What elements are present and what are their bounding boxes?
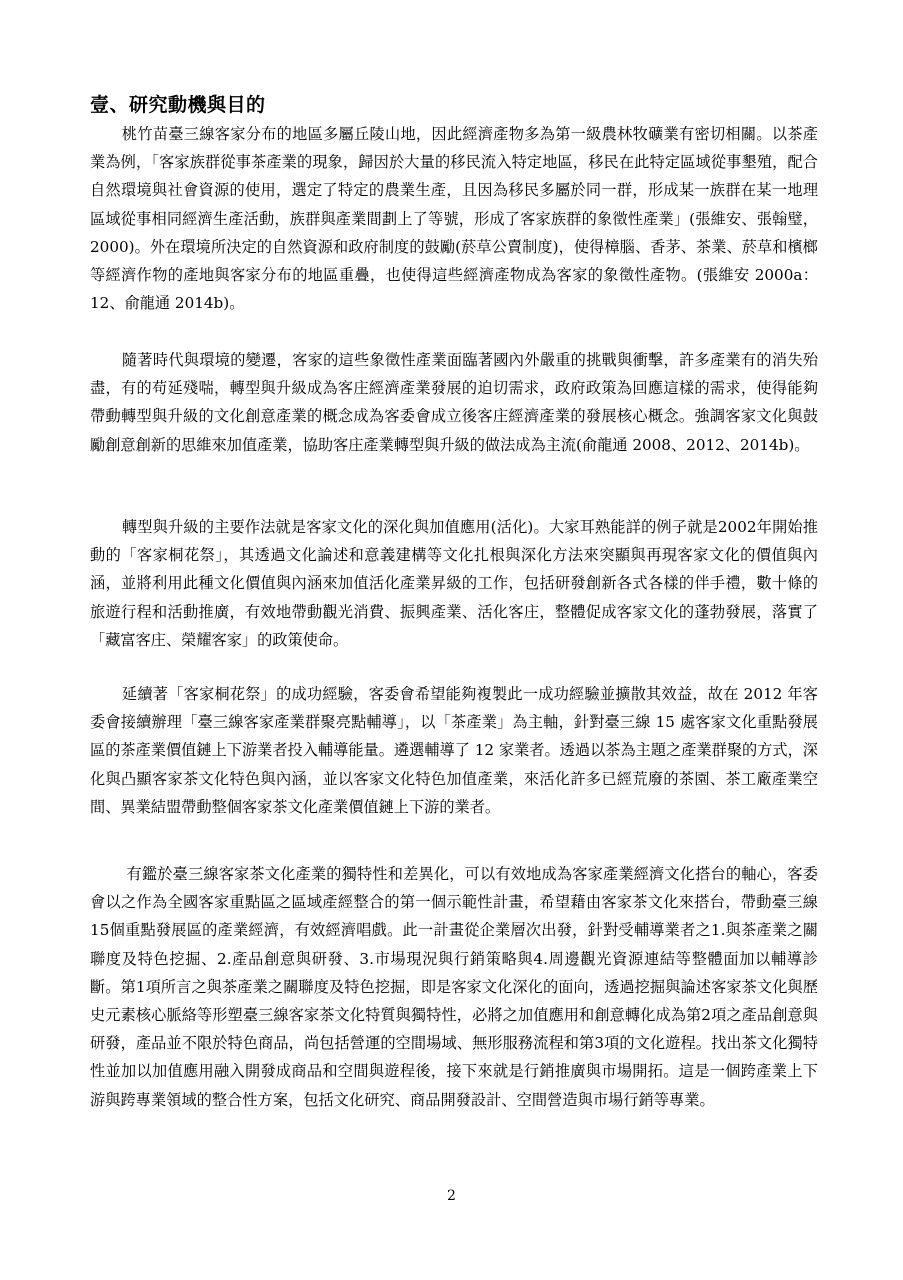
paragraph: 桃竹苗臺三線客家分布的地區多屬丘陵山地，因此經濟產物多為第一級農林牧礦業有密切相關。以茶產業為例，「客家族群從事茶產業的現象，歸因於大量的移民流入特定地區，移民在此特定區域從事墾殖，配合自然環境與社會資源的使用，選定了特定的農業生產，且因為移民多屬於同一群，形成某一族群在某一地理區域從事相同經濟生產活動，族群與產業間劃上了等號，形成了客家族群的象徵性產業」(張維安、張翰璧，2000)。外在環境所決定的自然資源和政府制度的鼓勵(菸草公賣制度)，使得樟腦、香茅、茶業、菸草和檳榔等經濟作物的產地與客家分布的地區重疊，也使得這些經濟產物成為客家的象徵性產物。(張維安 2000a：12、俞龍通 2014b)。	[90, 125, 818, 313]
section-heading: 壹、研究動機與目的	[90, 94, 266, 116]
paragraph: 隨著時代與環境的變遷，客家的這些象徵性產業面臨著國內外嚴重的挑戰與衝擊，許多產業有的消失殆盡，有的苟延殘喘，轉型與升級成為客庄經濟產業發展的迫切需求，政府政策為回應這樣的需求，使得能夠帶動轉型與升級的文化創意產業的概念成為客委會成立後客庄經濟產業的發展核心概念。強調客家文化與鼓勵創意創新的思維來加值產業，協助客庄產業轉型與升級的做法成為主流(俞龍通 2008、2012、2014b)。	[90, 351, 818, 454]
paragraph: 有鑑於臺三線客家茶文化產業的獨特性和差異化，可以有效地成為客家產業經濟文化搭台的軸心，客委會以之作為全國客家重點區之區域產經整合的第一個示範性計畫，希望藉由客家茶文化來搭台，帶動臺三線15個重點發展區的產業經濟，有效經濟唱戲。此一計畫從企業層次出發，針對受輔導業者之1.與茶產業之關聯度及特色挖掘、2.產品創意與研發、3.市場現況與行銷策略與4.周邊觀光資源連結等整體面加以輔導診斷。第1項所言之與茶產業之關聯度及特色挖掘，即是客家文化深化的面向，透過挖掘與論述客家茶文化與歷史元素核心脈絡等形塑臺三線客家茶文化特質與獨特性，必將之加值應用和創意轉化成為第2項之產品創意與研發，產品並不限於特色商品，尚包括營運的空間場域、無形服務流程和第3項的文化遊程。找出茶文化獨特性並加以加值應用融入開發成商品和空間與遊程後，接下來就是行銷推廣與市場開拓。這是一個跨產業上下游與跨專業領域的整合性方案，包括文化研究、商品開發設計、空間營造與市場行銷等專業。	[90, 865, 818, 1109]
paragraph-block-5	[90, 860, 818, 1114]
paragraph-block-4	[90, 680, 818, 821]
paragraph-block-3	[90, 513, 818, 654]
paragraph: 延續著「客家桐花祭」的成功經驗，客委會希望能夠複製此一成功經驗並擴散其效益，故在 2012 年客委會接續辦理「臺三線客家產業群聚亮點輔導」，以「茶產業」為主軸，針對臺三線 15 處客家文化重點發展區的茶產業價值鏈上下游業者投入輔導能量。遴選輔導了 12 家業者。透過以茶為主題之產業群聚的方式，深化與凸顯客家茶文化特色與內涵，並以客家文化特色加值產業，來活化許多已經荒廢的茶園、茶工廠產業空間、異業結盟帶動整個客家茶文化產業價值鏈上下游的業者。	[90, 685, 818, 816]
paragraph-block-1	[90, 120, 818, 317]
paragraph: 轉型與升級的主要作法就是客家文化的深化與加值應用(活化)。大家耳熟能詳的例子就是2002年開始推動的「客家桐花祭」，其透過文化論述和意義建構等文化扎根與深化方法來突顯與再現客家文化的價值與內涵，並將利用此種文化價值與內涵來加值活化產業昇級的工作，包括研發創新各式各樣的伴手禮，數十條的旅遊行程和活動推廣，有效地帶動觀光消費、振興產業、活化客庄，整體促成客家文化的蓬勃發展，落實了「藏富客庄、榮耀客家」的政策使命。	[90, 518, 818, 649]
page-number: 2	[447, 1188, 456, 1204]
paragraph-block-2	[90, 346, 818, 459]
